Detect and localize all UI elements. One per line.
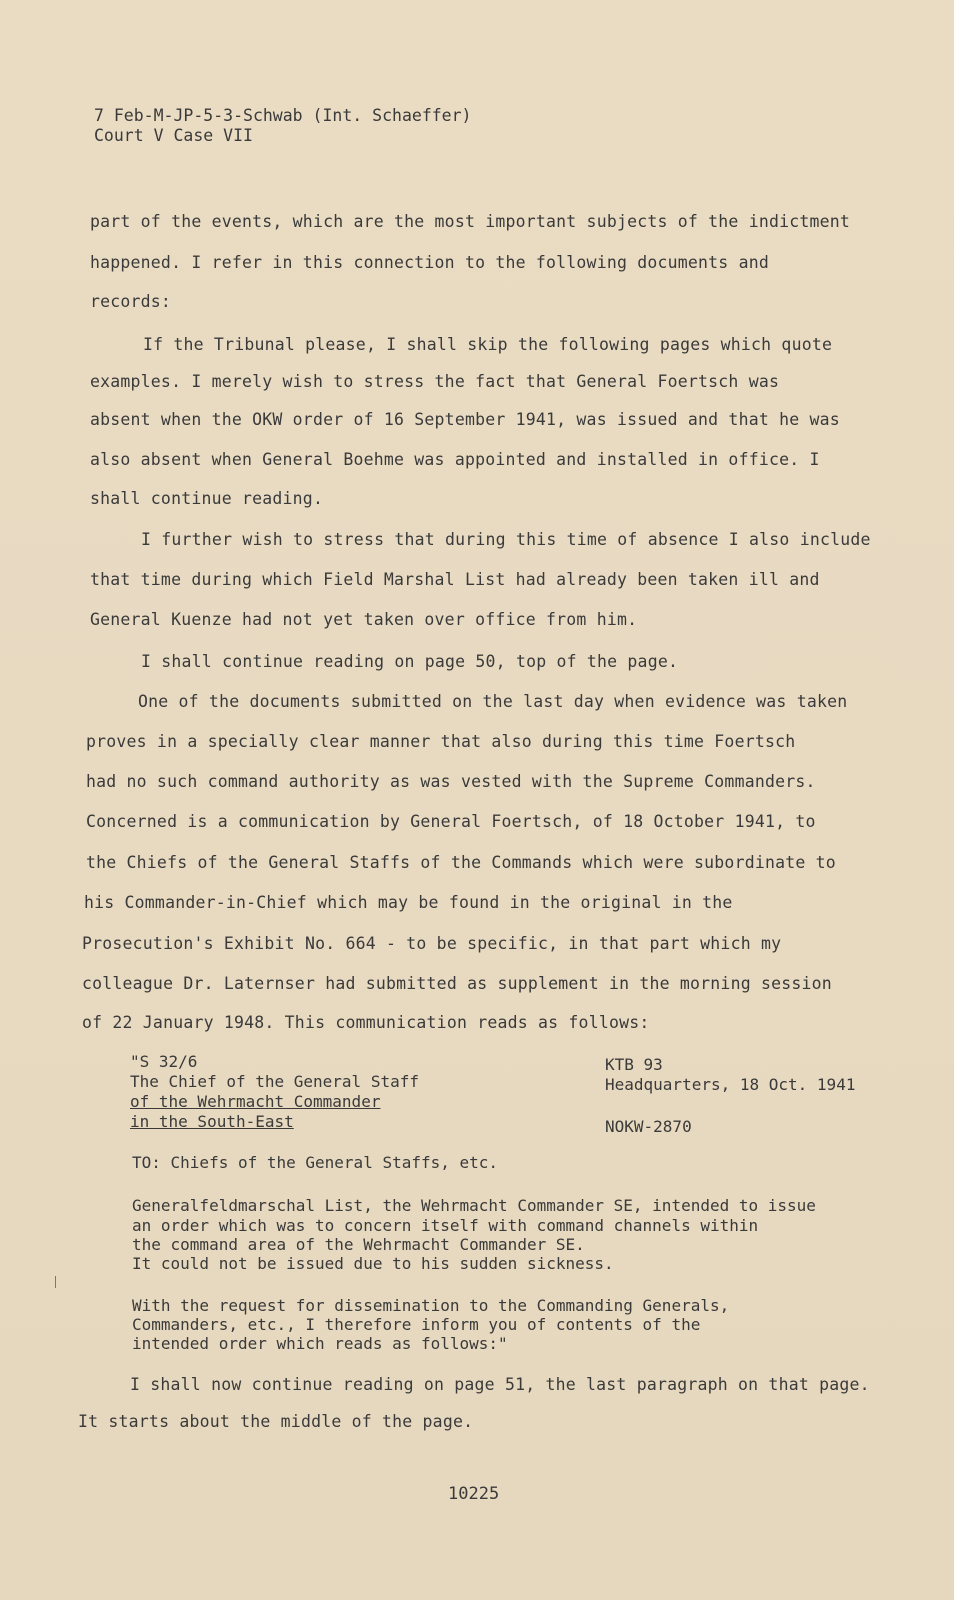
body-line: the Chiefs of the General Staffs of the Commands which were subordinate to (86, 853, 836, 872)
quote-paragraph-line: intended order which reads as follows:" (132, 1334, 508, 1353)
quote-ktb: KTB 93 (605, 1055, 663, 1074)
quote-sender: in the South-East (130, 1112, 294, 1131)
closing-line: I shall now continue reading on page 51, the last paragraph on that page. (130, 1375, 870, 1394)
body-line: part of the events, which are the most important subjects of the indictment (90, 212, 851, 231)
header-line-1: 7 Feb-M-JP-5-3-Schwab (Int. Schaeffer) (94, 106, 472, 125)
body-line: proves in a specially clear manner that also during this time Foertsch (86, 732, 796, 751)
body-line: I further wish to stress that during this time of absence I also include (141, 530, 871, 549)
body-line: Concerned is a communication by General Foertsch, of 18 October 1941, to (86, 812, 816, 831)
body-line: records: (90, 292, 172, 311)
body-line: General Kuenze had not yet taken over office from him. (90, 610, 638, 629)
header-line-2: Court V Case VII (94, 126, 253, 145)
quote-paragraph-line: It could not be issued due to his sudden sickness. (132, 1254, 614, 1273)
quote-sender: The Chief of the General Staff (130, 1072, 419, 1091)
closing-line: It starts about the middle of the page. (78, 1412, 474, 1431)
body-line: If the Tribunal please, I shall skip the following pages which quote (143, 335, 833, 354)
body-line: his Commander-in-Chief which may be found in the original in the (84, 893, 733, 912)
quote-paragraph-line: Commanders, etc., I therefore inform you of contents of the (132, 1315, 701, 1334)
quote-paragraph-line: With the request for dissemination to the Commanding Generals, (132, 1296, 730, 1315)
quote-headquarters-date: Headquarters, 18 Oct. 1941 (605, 1075, 856, 1094)
body-line: examples. I merely wish to stress the fact that General Foertsch was (90, 372, 780, 391)
body-line: that time during which Field Marshal List had already been taken ill and (90, 570, 820, 589)
quote-nokw: NOKW-2870 (605, 1117, 692, 1136)
margin-mark (55, 1276, 56, 1288)
body-line: of 22 January 1948. This communication reads as follows: (82, 1013, 650, 1032)
body-line: colleague Dr. Laternser had submitted as supplement in the morning session (82, 974, 832, 993)
body-line: Prosecution's Exhibit No. 664 - to be specific, in that part which my (82, 934, 782, 953)
body-line: had no such command authority as was vested with the Supreme Commanders. (86, 772, 816, 791)
body-line: also absent when General Boehme was appointed and installed in office. I (90, 450, 820, 469)
body-line: shall continue reading. (90, 489, 324, 508)
quote-paragraph-line: an order which was to concern itself with command channels within (132, 1216, 759, 1235)
body-line: absent when the OKW order of 16 September 1941, was issued and that he was (90, 410, 840, 429)
body-line: happened. I refer in this connection to the following documents and (90, 253, 769, 272)
page-number: 10225 (448, 1484, 500, 1504)
body-line: One of the documents submitted on the last day when evidence was taken (138, 692, 848, 711)
body-line: I shall continue reading on page 50, top of the page. (141, 652, 679, 671)
quote-paragraph-line: the command area of the Wehrmacht Commander SE. (132, 1235, 585, 1254)
quote-ref: "S 32/6 (130, 1052, 198, 1071)
quote-paragraph-line: Generalfeldmarschal List, the Wehrmacht Commander SE, intended to issue (132, 1196, 816, 1215)
quote-sender: of the Wehrmacht Commander (130, 1092, 381, 1111)
quote-addressee: TO: Chiefs of the General Staffs, etc. (132, 1153, 499, 1172)
